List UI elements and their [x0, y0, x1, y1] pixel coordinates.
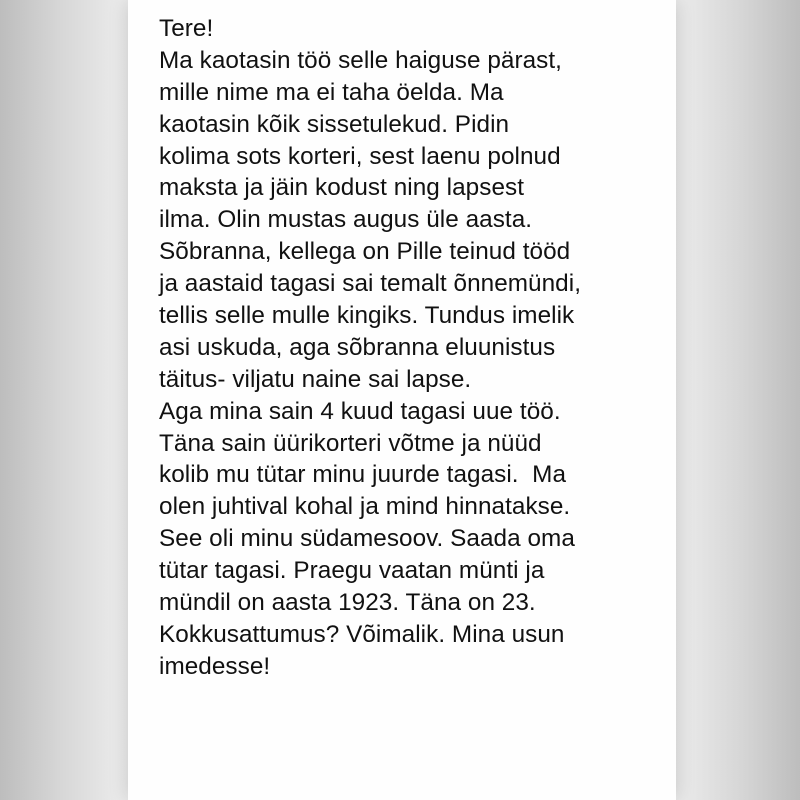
message-line: kolima sots korteri, sest laenu polnud — [159, 142, 561, 170]
message-line: täitus- viljatu naine sai lapse. — [159, 365, 472, 393]
message-line: kolib mu tütar minu juurde tagasi. Ma — [159, 461, 567, 489]
message-line: Sõbranna, kellega on Pille teinud tööd — [159, 238, 571, 266]
message-line: Täna sain üürikorteri võtme ja nüüd — [159, 429, 542, 457]
message-line: tellis selle mulle kingiks. Tundus imelik — [159, 302, 575, 330]
message-line: Ma kaotasin töö selle haiguse pärast, — [159, 46, 562, 74]
message-line: Aga mina sain 4 kuud tagasi uue töö. — [159, 397, 561, 425]
message-line: asi uskuda, aga sõbranna eluunistus — [159, 333, 556, 361]
message-line: ja aastaid tagasi sai temalt õnnemündi, — [159, 270, 581, 298]
message-line: tütar tagasi. Praegu vaatan münti ja — [159, 557, 545, 585]
message-line: imedesse! — [159, 652, 271, 680]
message-line: maksta ja jäin kodust ning lapsest — [159, 174, 525, 202]
message-line: kaotasin kõik sissetulekud. Pidin — [159, 110, 510, 138]
message-line: Kokkusattumus? Võimalik. Mina usun — [159, 620, 565, 648]
message-text — [159, 13, 669, 683]
message-line: mündil on aasta 1923. Täna on 23. — [159, 589, 536, 617]
left-blurred-background — [0, 0, 130, 800]
message-line: olen juhtival kohal ja mind hinnatakse. — [159, 493, 571, 521]
message-line: See oli minu südamesoov. Saada oma — [159, 525, 575, 553]
right-blurred-background — [670, 0, 800, 800]
message-line: ilma. Olin mustas augus üle aasta. — [159, 206, 533, 234]
message-line: mille nime ma ei taha öelda. Ma — [159, 78, 504, 106]
message-line: Tere! — [159, 15, 214, 42]
